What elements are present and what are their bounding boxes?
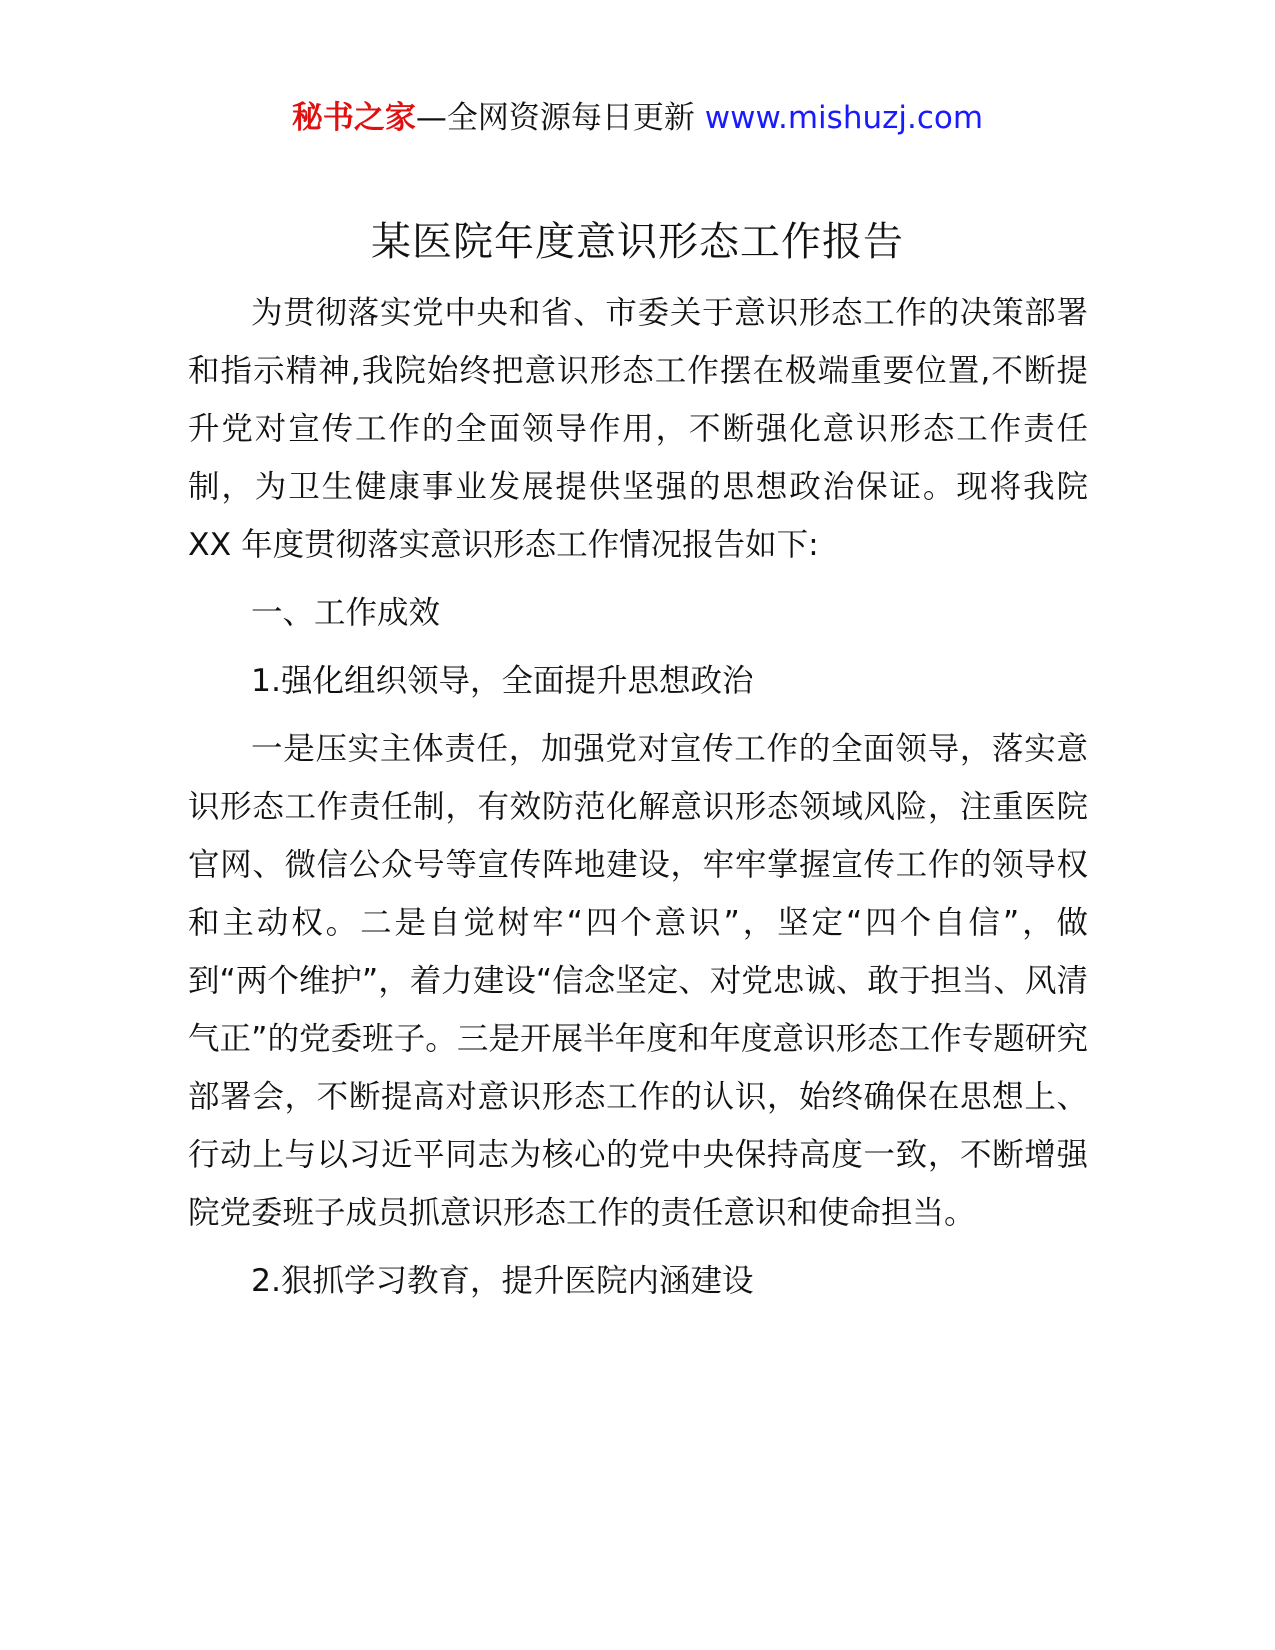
- section-heading-1: 一、工作成效: [251, 595, 441, 631]
- document-body: [188, 284, 1088, 1320]
- subsection-heading-1: 1.强化组织领导，全面提升思想政治: [251, 663, 754, 699]
- subsection-heading-2: 2.狠抓学习教育，提升医院内涵建设: [251, 1263, 754, 1299]
- site-slogan: —全网资源每日更新: [415, 100, 695, 136]
- document-title: 某医院年度意识形态工作报告: [371, 219, 904, 265]
- site-header: [0, 96, 1275, 140]
- site-url-link[interactable]: www.mishuzj.com: [704, 100, 984, 136]
- subsection-body-1: 一是压实主体责任，加强党对宣传工作的全面领导，落实意识形态工作责任制，有效防范化解意识形态领域风险，注重医院官网、微信公众号等宣传阵地建设，牢牢掌握宣传工作的领导权和主动权。二是自觉树牢“四个意识”，坚定“四个自信”，做到“两个维护”，着力建设“信念坚定、对党忠诚、敢于担当、风清气正”的党委班子。三是开展半年度和年度意识形态工作专题研究部署会，不断提高对意识形态工作的认识，始终确保在思想上、行动上与以习近平同志为核心的党中央保持高度一致，不断增强院党委班子成员抓意识形态工作的责任意识和使命担当。: [188, 731, 1088, 1231]
- brand-name: 秘书之家: [291, 100, 416, 136]
- intro-paragraph: 为贯彻落实党中央和省、市委关于意识形态工作的决策部署和指示精神,我院始终把意识形态工作摆在极端重要位置,不断提升党对宣传工作的全面领导作用，不断强化意识形态工作责任制，为卫生健康事业发展提供坚强的思想政治保证。现将我院 XX 年度贯彻落实意识形态工作情况报告如下:: [188, 295, 1088, 563]
